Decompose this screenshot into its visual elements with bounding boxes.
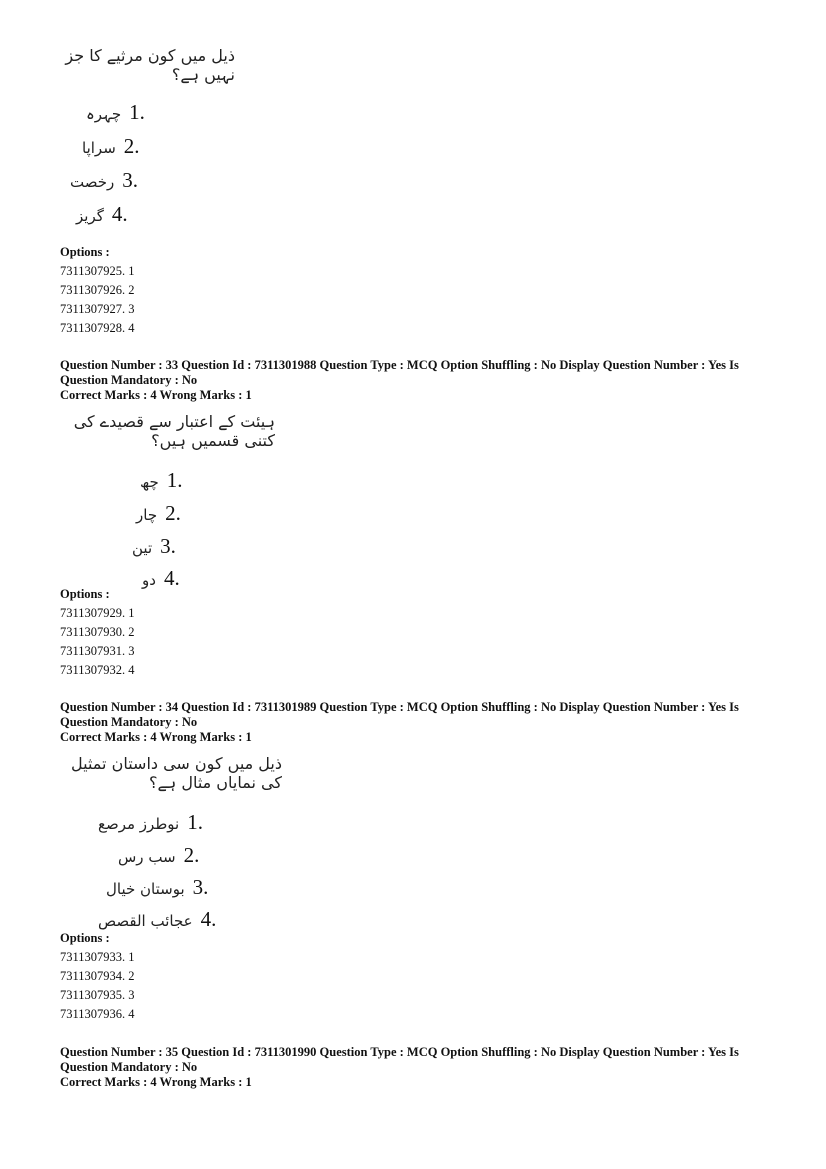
question-mandatory: Question Mandatory : No bbox=[60, 1060, 198, 1074]
q34-choice-1 bbox=[98, 810, 203, 835]
question-meta: Question Number : 34 Question Id : 7311301989 Question Type : MCQ Option Shuffling : No Display Question Number : Yes Is bbox=[60, 700, 739, 714]
choice-number: 3. bbox=[160, 534, 176, 558]
question-marks: Correct Marks : 4 Wrong Marks : 1 bbox=[60, 730, 252, 744]
choice-text: تین bbox=[132, 539, 153, 557]
choice-number: 4. bbox=[163, 566, 180, 590]
choice-number: 2. bbox=[123, 134, 140, 158]
choice-text: دو bbox=[142, 571, 156, 589]
choice-text: رخصت bbox=[70, 173, 115, 191]
options-label: Options : bbox=[60, 587, 110, 601]
q32-question-urdu: ذیل میں کون مرثیے کا جز نہیں ہے؟ bbox=[65, 46, 235, 84]
q33-choice-2 bbox=[136, 501, 181, 526]
q34-choice-3 bbox=[106, 875, 208, 900]
choice-text: سراپا bbox=[82, 139, 116, 157]
q33-question-urdu: ہیئت کے اعتبار سے قصیدے کی کتنی قسمیں ہیں؟ bbox=[73, 412, 275, 450]
q34-question-urdu: ذیل میں کون سی داستان تمثیل کی نمایاں مثال ہے؟ bbox=[71, 754, 282, 792]
choice-number: 3. bbox=[122, 168, 139, 192]
question-marks: Correct Marks : 4 Wrong Marks : 1 bbox=[60, 388, 252, 402]
q32-choice-2 bbox=[82, 134, 140, 159]
choice-text: عجائب القصص bbox=[98, 912, 193, 930]
choice-text: چھ bbox=[140, 473, 159, 491]
q32-choice-4 bbox=[76, 202, 128, 227]
q34-header bbox=[60, 700, 750, 745]
q35-header bbox=[60, 1045, 750, 1090]
choice-text: گریز bbox=[76, 207, 104, 225]
option-id: 7311307926. 2 bbox=[60, 283, 135, 297]
option-id: 7311307933. 1 bbox=[60, 950, 135, 964]
choice-number: 2. bbox=[183, 843, 200, 867]
option-id: 7311307927. 3 bbox=[60, 302, 135, 316]
choice-number: 1. bbox=[187, 810, 203, 834]
q33-header bbox=[60, 358, 750, 403]
choice-text: بوستان خیال bbox=[106, 880, 185, 898]
question-meta: Question Number : 33 Question Id : 7311301988 Question Type : MCQ Option Shuffling : No Display Question Number : Yes Is bbox=[60, 358, 739, 372]
q32-choice-1 bbox=[86, 100, 145, 125]
question-mandatory: Question Mandatory : No bbox=[60, 373, 198, 387]
q33-choice-3 bbox=[132, 534, 176, 559]
q33-choice-1 bbox=[140, 468, 183, 493]
q32-choice-3 bbox=[70, 168, 138, 193]
choice-text: چہرہ bbox=[86, 105, 122, 123]
choice-number: 4. bbox=[200, 907, 217, 931]
q34-choice-2 bbox=[118, 843, 199, 868]
choice-text: سب رس bbox=[118, 848, 176, 866]
options-label: Options : bbox=[60, 931, 110, 945]
question-meta: Question Number : 35 Question Id : 7311301990 Question Type : MCQ Option Shuffling : No Display Question Number : Yes Is bbox=[60, 1045, 739, 1059]
q32-options bbox=[60, 245, 750, 336]
q34-choice-4 bbox=[98, 907, 216, 932]
q33-options bbox=[60, 587, 750, 678]
choice-number: 3. bbox=[192, 875, 209, 899]
choice-text: نوطرز مرصع bbox=[98, 815, 180, 833]
option-id: 7311307936. 4 bbox=[60, 1007, 135, 1021]
question-marks: Correct Marks : 4 Wrong Marks : 1 bbox=[60, 1075, 252, 1089]
option-id: 7311307932. 4 bbox=[60, 663, 135, 677]
option-id: 7311307930. 2 bbox=[60, 625, 135, 639]
option-id: 7311307935. 3 bbox=[60, 988, 135, 1002]
choice-text: چار bbox=[136, 506, 158, 524]
options-label: Options : bbox=[60, 245, 110, 259]
option-id: 7311307928. 4 bbox=[60, 321, 135, 335]
choice-number: 1. bbox=[129, 100, 145, 124]
choice-number: 2. bbox=[165, 501, 181, 525]
option-id: 7311307929. 1 bbox=[60, 606, 135, 620]
choice-number: 4. bbox=[111, 202, 128, 226]
option-id: 7311307934. 2 bbox=[60, 969, 135, 983]
option-id: 7311307925. 1 bbox=[60, 264, 135, 278]
option-id: 7311307931. 3 bbox=[60, 644, 135, 658]
question-mandatory: Question Mandatory : No bbox=[60, 715, 198, 729]
q34-options bbox=[60, 931, 750, 1022]
choice-number: 1. bbox=[166, 468, 183, 492]
